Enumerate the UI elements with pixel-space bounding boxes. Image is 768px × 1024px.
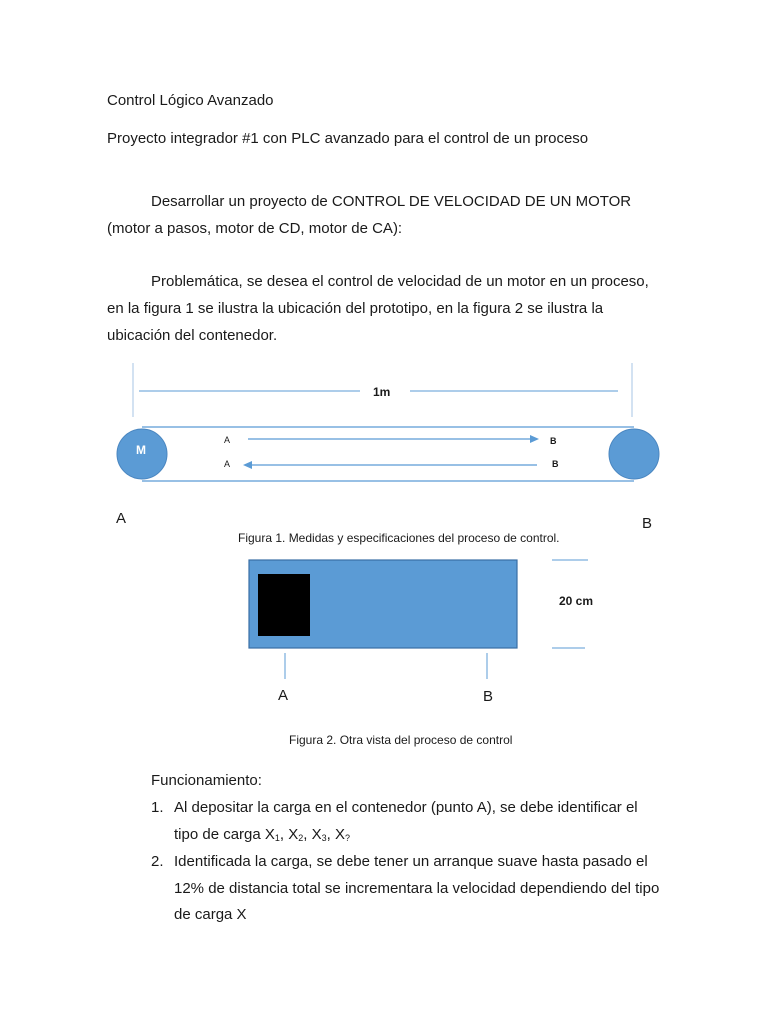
paragraph-1-line-2: (motor a pasos, motor de CD, motor de CA): (107, 220, 403, 237)
paragraph-2-line-3: ubicación del contenedor. (107, 327, 278, 344)
arrow-1-start-label: A (224, 435, 231, 445)
list-item-1-number: 1. (151, 799, 164, 816)
motor-label: M (136, 443, 146, 457)
list-item-2-number: 2. (151, 853, 164, 870)
project-title: Proyecto integrador #1 con PLC avanzado para el control de un proceso (107, 130, 589, 147)
distance-label: 1m (373, 385, 391, 399)
paragraph-2-line-2: en la figura 1 se ilustra la ubicación del prototipo, en la figura 2 se ilustra la (107, 300, 604, 317)
figure-1-diagram (0, 355, 768, 495)
paragraph-1-line-1: Desarrollar un proyecto de CONTROL DE VELOCIDAD DE UN MOTOR (151, 193, 632, 210)
forward-arrow (248, 435, 539, 443)
arrow-2-end-label: B (552, 459, 559, 469)
list-item-2-line-2: 12% de distancia total se incrementara la velocidad dependiendo del tipo (174, 880, 660, 897)
list-item-1-line-1: Al depositar la carga en el contenedor (punto A), se debe identificar el (174, 799, 638, 816)
figure-2-caption: Figura 2. Otra vista del proceso de control (289, 733, 513, 747)
figure-1-caption: Figura 1. Medidas y especificaciones del proceso de control. (238, 531, 560, 545)
return-arrow (243, 461, 537, 469)
course-title: Control Lógico Avanzado (107, 92, 274, 109)
height-label: 20 cm (559, 594, 594, 608)
list-item-2-line-1: Identificada la carga, se debe tener un arranque suave hasta pasado el (174, 853, 648, 870)
paragraph-2-line-1: Problemática, se desea el control de velocidad de un motor en un proceso, (151, 273, 649, 290)
conveyor-belt (142, 427, 634, 481)
container-point-a-label: A (278, 687, 289, 704)
arrow-1-end-label: B (550, 436, 557, 446)
point-a-label: A (116, 510, 127, 527)
funcionamiento-heading: Funcionamiento: (151, 772, 262, 789)
list-item-1-line-2: tipo de carga $X_1$, $X_2$, $X_3$, $X_?$ (174, 826, 350, 843)
idler-roller (609, 429, 659, 479)
point-b-label: B (642, 515, 653, 532)
arrow-2-start-label: A (224, 459, 231, 469)
figure-2-diagram (0, 555, 768, 685)
load-block (258, 574, 310, 636)
list-item-2-line-3: de carga X (174, 906, 247, 923)
container-point-b-label: B (483, 688, 494, 705)
